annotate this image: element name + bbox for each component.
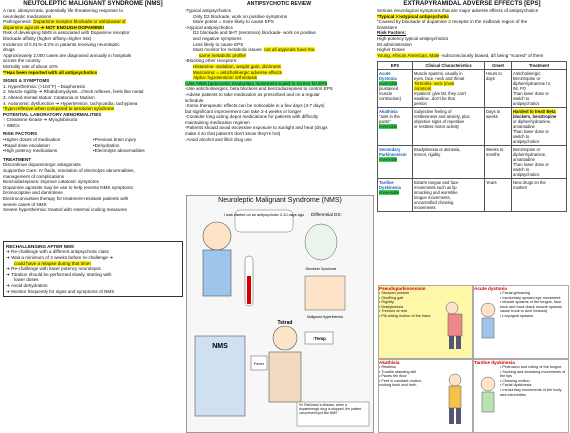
treatment-item: Benzodiazepines: improve catatonic symptoms [3, 179, 99, 185]
blocking-line: -Blocking other receptors: [185, 58, 238, 64]
table-row [378, 70, 567, 108]
review-line: -Atypical antipsychotics [185, 24, 233, 30]
intro-line: A rare, idiosyncratic, potentially life threatening response to [3, 8, 124, 13]
risk-line: across the country [3, 58, 41, 64]
rechallenge-box [3, 241, 183, 297]
onset-cell: Years [485, 179, 512, 212]
review-line: make it so that patient's don't know they're hot) [185, 131, 281, 137]
rechallenge-item: ➔ Re-challenge with lower potency neuroleptic [6, 266, 102, 272]
onset-cell: Weeks to months [485, 146, 512, 179]
review-line: and negative symptoms [193, 35, 242, 41]
panel-item: • Bradykinesia [379, 304, 404, 309]
review-line: -Advise patients to take medication as prescribed and on a regular [185, 91, 320, 97]
clinical-cell: Muscle spasms, usually in eyes, face, neck and throat Torticollis- neck (most common) Inpatient: give IM, they can't swallow...don't be that person [413, 70, 485, 108]
risk-factor-item: •Electrolyte abnormalities [93, 148, 145, 154]
table-row [378, 108, 567, 146]
sign-item: 4. Autonomic dysfunction ➔ Hypertension, tachycardia, tachypnea [3, 100, 138, 106]
alpha-line: Alpha- hypotension/ orthostasis [193, 75, 258, 81]
hyporeflexive-note: *hypo-reflexive when compared to serotonin syndrome [3, 106, 115, 112]
panel-item: • Protrusion and rolling of the tongue [500, 365, 562, 369]
panel-title: Pseudoparkinsonism [379, 286, 426, 291]
header-cell: Clinical Characteristics [413, 62, 485, 70]
eps-intro: Serious neurological symptoms that are major adverse effects of antipsychotics [377, 8, 539, 13]
young-line: Young, African American, Male -subconsciously biased, d/t being "scared" of them [377, 52, 544, 58]
antipsychotic-review-column [185, 0, 373, 142]
review-line: More potent = more likely to cause EPS [193, 19, 274, 25]
panel-item: • Muscle spasms of the tongue, face, neck and back (back muscle spasms cause trunk to arch forward) [500, 300, 563, 314]
tetrad-body-icon [269, 352, 301, 402]
eps-cell: Acute Dystonia reversible [sustained muscle contraction] [378, 70, 413, 108]
thermometer-fill-icon [247, 276, 251, 304]
risk-factor-item: •Rapid dose escalation [3, 142, 50, 148]
dystonia-figure-icon [476, 300, 500, 340]
eps-table-header [378, 62, 567, 70]
treatment-item: Electroconvulsive therapy for treatment-resistant patients with [3, 196, 129, 201]
risk-line: Risk of developing NMS is associated with Dopamine receptor [3, 30, 130, 36]
monitor-line: Must monitor for metabolic issues- not all atypicals have the [193, 47, 315, 53]
eps-cell: Tardive Dyskinesia irreversible [378, 179, 413, 212]
review-line: schedule [185, 97, 204, 103]
antipsychotic-review-title: ANTIPSYCHOTIC REVIEW [246, 1, 312, 7]
lab-item: ↑ Creatinine kinase ➔ Myoglobinuria [3, 117, 78, 123]
treatment-item: Discontinue dopaminergic antagonists [3, 162, 81, 168]
rechallenge-item: ➔ Monitor frequently for signs and symptoms of NMS [6, 288, 115, 294]
panel-item: • Facial grimacing [500, 291, 531, 295]
sign-item: 1. Hyperthermia: (>104°F) --Diaphoresis [3, 83, 85, 89]
nms-title: NEUTOLEPTIC MALIGNANT SYNDROME [NMS] [23, 0, 163, 7]
review-line: -Use anticholinergics, beta blockers and benzodiazepines to control EPS [185, 86, 333, 92]
panel-item: • Stooped posture [379, 291, 410, 295]
serotonin-figure-icon [305, 224, 337, 260]
rechallenge-title: RECHALLENGING AFTER NMS [6, 243, 74, 249]
review-line: Only D2 blockade, work on positive symptoms [193, 13, 287, 19]
arrow-bullet-icon: ➔ [6, 249, 12, 255]
pathogenesis-line: Pathogenesis: Dopamine receptor blockade or withdrawal of [3, 19, 126, 25]
panel-item: • Restless [379, 365, 396, 369]
patient-head-icon [203, 222, 231, 250]
serotonin-label: Serotonin Syndrome [305, 267, 337, 271]
risk-line: Approximately 2,000 cases are diagnosed annually in hospitals [3, 52, 132, 58]
lab-item: ↑ WBCs [3, 122, 20, 128]
review-line: D2 blockade and 5HT (serotonin) blockade- work on positive [193, 30, 316, 36]
risk-factors-title: RISK FACTORS [3, 131, 38, 137]
nms-block-label: NMS [212, 343, 228, 350]
panel-item: • Facial dyskinesia [500, 383, 532, 388]
risk-line: drugs [3, 47, 15, 53]
panel-item: • Tremors at rest [379, 309, 407, 314]
risk-factor-item: •Higher doses of medication [3, 137, 61, 143]
arrow-bullet-icon: ➔ [6, 282, 11, 288]
reversible-badge: reversible [379, 157, 398, 163]
temp-label: ↑Temp [312, 336, 326, 341]
panel-item: • Laryngeal spasms [500, 313, 534, 318]
review-line: -Consider long acting depot medications for patients with difficulty [185, 114, 319, 120]
risk-line: Mortality rate of about 10% [3, 63, 58, 69]
table-row [378, 179, 567, 212]
monitor-line: same metabolic profile! [199, 52, 247, 58]
stooped-figure-icon [440, 300, 470, 350]
treatment-item: severe cases of NMS [3, 201, 47, 207]
pseudoparkinsonism-panel [378, 285, 473, 359]
eps-panels [378, 285, 567, 431]
differential-dx-label: Differential DX: [311, 212, 342, 217]
risk-line: Incidence of 0.01%-3.2% in patients receiving neuroleptic [3, 41, 120, 47]
arrow-bullet-icon: ➔ [6, 254, 12, 260]
reversible-badge: reversible [379, 81, 398, 87]
eps-cell: Akathisia "ants in the pants" reversible [378, 108, 413, 146]
onset-cell: Days to weeks [485, 108, 512, 146]
onset-cell: Hours to days [485, 70, 512, 108]
rechallenge-item: lower doses [14, 277, 39, 283]
eps-table [377, 61, 567, 212]
parkinsons-note: *In Parkinson's disease, when a dopaminergic drug is stopped, the patient can present just like NMS [299, 403, 362, 416]
nms-column [3, 0, 183, 297]
eps-risk-item: IM administration [377, 41, 412, 47]
acute-dystonia-panel [473, 285, 569, 359]
panel-item: • Trouble standing still [379, 369, 417, 374]
eps-title: EXTRAPYRAMIDAL ADVERSE EFFECTS [EPS] [403, 0, 541, 7]
treatment-item: Severe hyperthermia: treated with external cooling measures [3, 207, 127, 213]
all-antipsychotics-note: **Has been reported with all antipsychotics [3, 69, 98, 75]
nms-illustration-art [187, 206, 373, 432]
eps-risk-item: High potency typical antipsychotics [377, 35, 449, 41]
treatment-item: bromocriptine and dantrolene [3, 190, 63, 196]
table-row [378, 146, 567, 179]
typical-note: *Typical >>atypical antipsychotic [377, 13, 449, 19]
panel-item: • Involuntary upward eye movement [500, 295, 561, 300]
muscarinic-line: Muscarinic = anticholinergic adverse effects [193, 69, 282, 75]
treatment-cell: Anticholinergic: Benztropine or diphenhydramine IV, IM, PO Than lower dose or switch to antipsychotics [512, 70, 567, 108]
tetrad-head-icon [273, 326, 297, 350]
lab-title: POTENTIAL LABORATORY ABNORMALITIES [3, 111, 102, 117]
panel-item: • Sucking and smacking movements of the lips [500, 369, 566, 379]
risk-factor-item: •High potency medications [3, 148, 58, 154]
review-line: -Typical antipsychotics [185, 8, 231, 13]
arrow-bullet-icon: ➔ [6, 271, 12, 277]
panel-title: Tardive dyskinesia [474, 360, 515, 365]
clinical-cell: Bizarre tongue and face movements such as lip smacking and wormlike tongue movements, uncontrolled chewing movements [413, 179, 485, 212]
rechallenge-item: could have a relapse during that time! [14, 260, 91, 266]
header-cell: EPS [378, 62, 413, 70]
treatment-cell: Benztropine or diphenhydramine, amantadine Than lower dose or switch to antipsychotics [512, 146, 567, 179]
eps-column [377, 0, 567, 212]
signs-title: SIGNS & SYMPTOMS [3, 78, 50, 84]
panel-item: • Feet in constant motion, rocking back and forth [379, 378, 422, 388]
treatment-item: management of complications [3, 173, 65, 179]
rechallenge-item: ➔ Titration should be performed slowly, starting with [6, 271, 112, 277]
review-line: Less likely to cause EPS [193, 41, 244, 47]
treatment-title: TREATMENT [3, 156, 31, 162]
speech-bubble-text: I was started on an antipsychotic 2-10 days ago [223, 213, 305, 217]
reversible-badge: reversible [379, 124, 398, 130]
review-line: maintaining medication regimen [185, 119, 250, 125]
irreversible-badge: irreversible [379, 190, 400, 196]
aims-line: -Use AIMS [autonomic involuntary movement scale] to screen for EPS [185, 80, 328, 86]
panel-item: • Involuntary movements of the body and extremities [500, 387, 562, 397]
eps-risk-title: Risk Factors: [377, 30, 407, 36]
clinical-cell: Bradykinesia or akinesia, tremor, rigidity [413, 146, 485, 179]
header-cell: Onset [485, 62, 512, 70]
nms-illustration-title: Neuroleptic Malignant Syndrome (NMS) [218, 197, 342, 204]
eps-risk-item: Higher Doses [377, 47, 405, 53]
panel-item: • Rigidity [379, 300, 394, 305]
tardive-figure-icon [476, 374, 500, 414]
rechallenge-item: ➔ Re-challenge with a different antipsychotic class [6, 249, 109, 255]
treatment-cell: New drugs on the market! [512, 179, 567, 212]
caused-line: *Caused by blockade of dopamine 2 receptor in the midbrain region of the [377, 19, 528, 25]
panel-item: • Paces the floor [379, 374, 407, 379]
histamine-line: Histamine- sedation, weight gain, dizziness [193, 63, 281, 69]
pathogenesis-line: dopamine agonist ➔ NOT ENOUGH DOPAMINE! [3, 24, 105, 30]
patient-gown-icon [203, 250, 231, 296]
panel-title: Akathisia [379, 360, 400, 365]
intro-line: neuroleptic medications [3, 13, 52, 19]
hyperthermia-label: Malignant Hyperthermia [307, 315, 343, 319]
treatment-cell: Hardest to treat! Beta blockers, benztropine or diphenhydramine, amantadine Than lower dose or switch to antipsychotics [512, 108, 567, 146]
akathisia-panel [378, 359, 473, 433]
eps-cell: Secondary Parkinsonism reversible [378, 146, 413, 179]
treatment-item: Supportive Care: IV fluids, resolution of electrolyte abnormalities, [3, 168, 135, 174]
panel-item: • Shuffling gait [379, 295, 404, 300]
hyperthermia-figure-icon [305, 276, 345, 310]
review-line: -Patients should avoid excessive exposure to sunlight and heat (drugs [185, 125, 328, 131]
panel-title: Acute dystonia [474, 286, 507, 291]
arrow-bullet-icon: ➔ [6, 266, 12, 272]
rechallenge-item: ➔ Wait a minimum of 2 weeks before re-challenge ➔ [6, 254, 114, 260]
akathisia-figure-icon [440, 372, 470, 428]
risk-line: blockade affinity (higher affinity=higher risk) [3, 35, 92, 41]
nms-illustration [186, 195, 374, 433]
panel-item: • Chewing motion [500, 378, 530, 383]
risk-factors-list [3, 137, 183, 154]
rechallenge-item: ➔ Avoid dehydration [6, 282, 48, 288]
risk-factor-item: •Previous brain injury [93, 137, 137, 143]
sign-item: 2. Muscle rigidity ➔ Rhabdomyolysis...check reflexes, feels like metal [3, 89, 144, 95]
review-line: -Avoid alcohol and illicit drug use [185, 136, 252, 142]
review-line: but significant improvement can take 2-4 weeks or longer [185, 108, 302, 114]
fever-label: Fever [253, 361, 265, 366]
review-line: -Some therapeutic effects can be noticeable in a few days (3-7 days) [185, 103, 325, 109]
risk-factor-item: •Dehydration [93, 142, 120, 148]
caused-line: brainstem [377, 24, 398, 30]
tetrad-label: Tetrad [277, 320, 293, 326]
treatment-item: Dopamine agonists may be use to help reverse NMS symptoms: [3, 184, 134, 190]
arrow-bullet-icon: ➔ [6, 288, 12, 294]
header-cell: Treatment [512, 62, 567, 70]
sign-item: 3. Altered mental status: Catatonia or Mutism [3, 94, 95, 100]
tardive-dyskinesia-panel [473, 359, 569, 433]
panel-item: • Pill-rolling motion of the hand [379, 313, 431, 318]
clinical-cell: Subjective feeling of restlessness and anxiety, plus objective signs of repetitive or restless motor activity [413, 108, 485, 146]
